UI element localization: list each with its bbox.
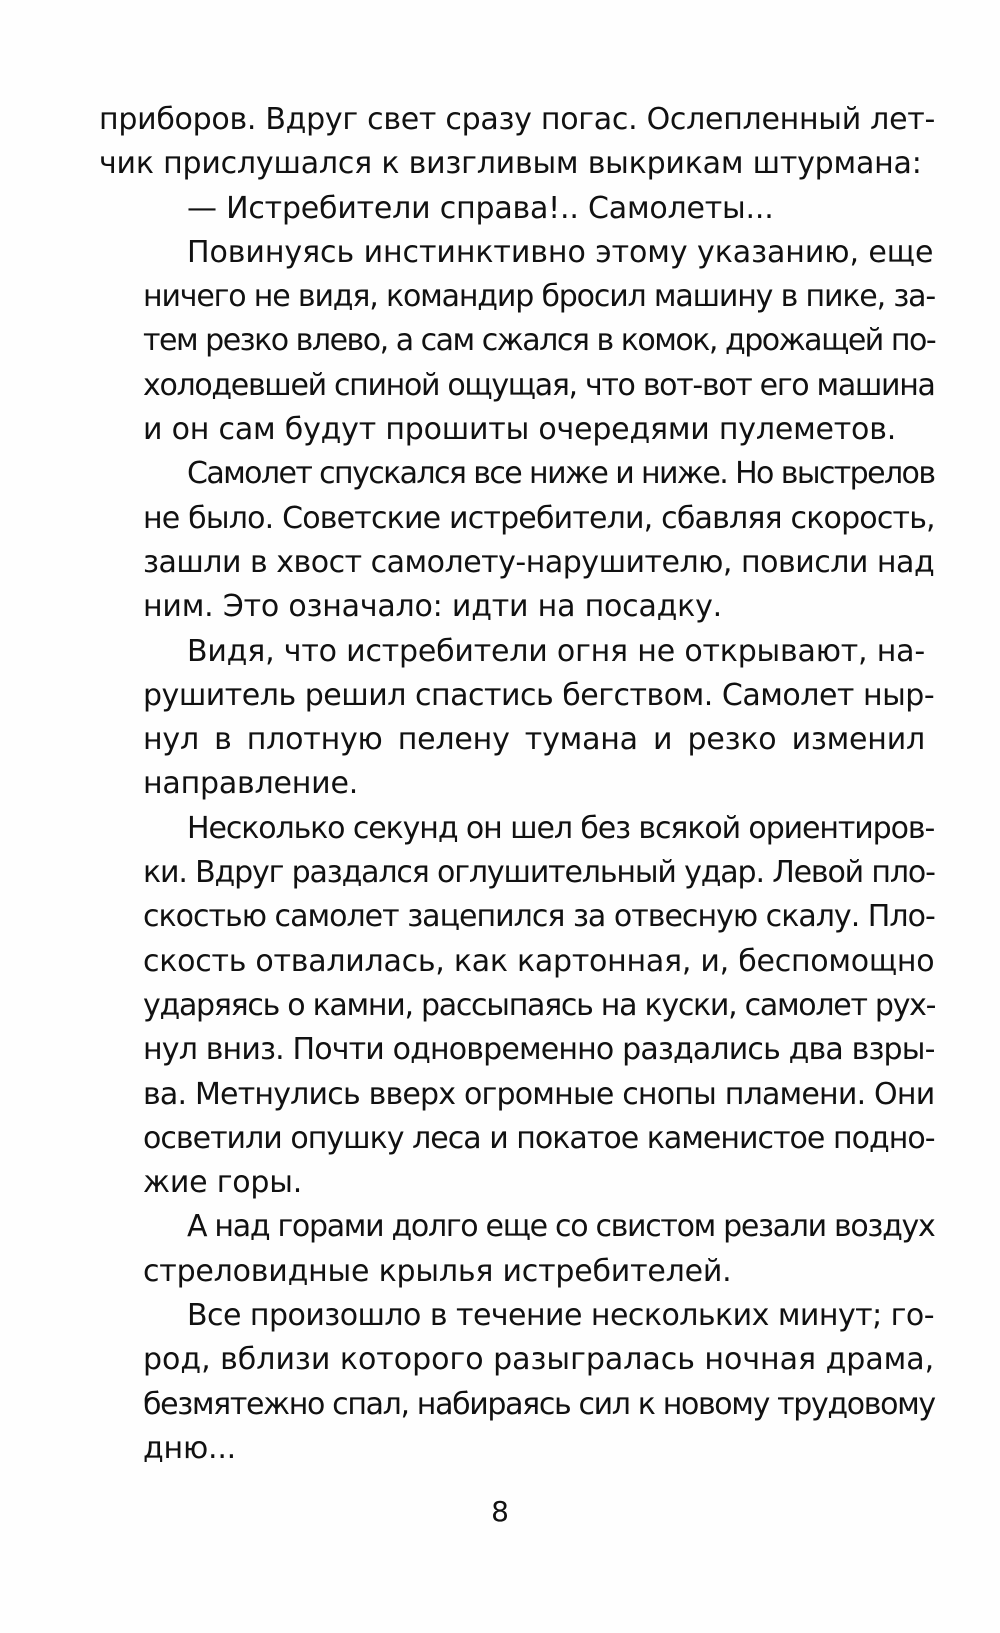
text-line: не было. Советские истребители, сбавляя скорость, [143, 500, 935, 536]
text-line: рушитель решил спастись бегством. Самолет ныр- [143, 677, 935, 713]
text-line: Несколько секунд он шел без всякой ориентиров- [187, 810, 935, 846]
page-number: 8 [491, 1495, 509, 1528]
text-line: ва. Метнулись вверх огромные снопы пламени. Они [143, 1076, 935, 1112]
text-line: дню... [143, 1430, 237, 1466]
text-line: ним. Это означало: идти на посадку. [143, 589, 722, 625]
text-line: приборов. Вдруг свет сразу погас. Ослепленный лет- [99, 102, 935, 137]
text-line: нул в плотную пелену тумана и резко изменил [143, 722, 925, 758]
text-line: ки. Вдруг раздался оглушительный удар. Левой пло- [143, 855, 935, 891]
text-line: холодевшей спиной ощущая, что вот-вот его машина [143, 367, 935, 403]
paragraph [99, 187, 925, 231]
paragraph [99, 1294, 935, 1471]
text-line: тем резко влево, а сам сжался в комок, дрожащей по- [143, 323, 936, 359]
paragraph [99, 452, 935, 629]
text-line: и он сам будут прошиты очередями пулеметов. [143, 412, 897, 448]
paragraph [99, 807, 936, 1206]
text-line: скость отвалилась, как картонная, и, беспомощно [143, 943, 935, 979]
paragraph [99, 630, 935, 807]
paragraph [99, 1205, 935, 1294]
text-line: чик прислушался к визгливым выкрикам штурмана: [99, 146, 922, 182]
text-line: стреловидные крылья истребителей. [143, 1253, 732, 1289]
text-line: направление. [143, 766, 359, 802]
text-line: род, вблизи которого разыгралась ночная драма, [143, 1342, 935, 1378]
text-line: ничего не видя, командир бросил машину в пике, за- [143, 279, 935, 315]
text-line: ударяясь о камни, рассыпаясь на куски, самолет рух- [143, 987, 936, 1023]
text-line: Самолет спускался все ниже и ниже. Но выстрелов [187, 456, 935, 492]
body-text [99, 98, 936, 1471]
text-line: нул вниз. Почти одновременно раздались два взры- [143, 1032, 935, 1068]
text-line: Видя, что истребители огня не открывают, на- [187, 633, 925, 669]
text-line: А над горами долго еще со свистом резали воздух [187, 1209, 935, 1245]
paragraph [99, 98, 935, 187]
text-line: Повинуясь инстинктивно этому указанию, еще [187, 234, 934, 270]
text-line: зашли в хвост самолету-нарушителю, повисли над [143, 544, 935, 580]
text-line: скостью самолет зацепился за отвесную скалу. Пло- [143, 899, 935, 935]
text-line: Все произошло в течение нескольких минут; го- [187, 1298, 934, 1334]
text-line: осветили опушку леса и покатое каменистое подно- [143, 1120, 935, 1156]
text-line: безмятежно спал, набираясь сил к новому трудовому [143, 1386, 935, 1422]
text-line: — Истребители справа!.. Самолеты... [187, 190, 774, 226]
text-line: жие горы. [143, 1165, 303, 1201]
paragraph [99, 231, 936, 452]
